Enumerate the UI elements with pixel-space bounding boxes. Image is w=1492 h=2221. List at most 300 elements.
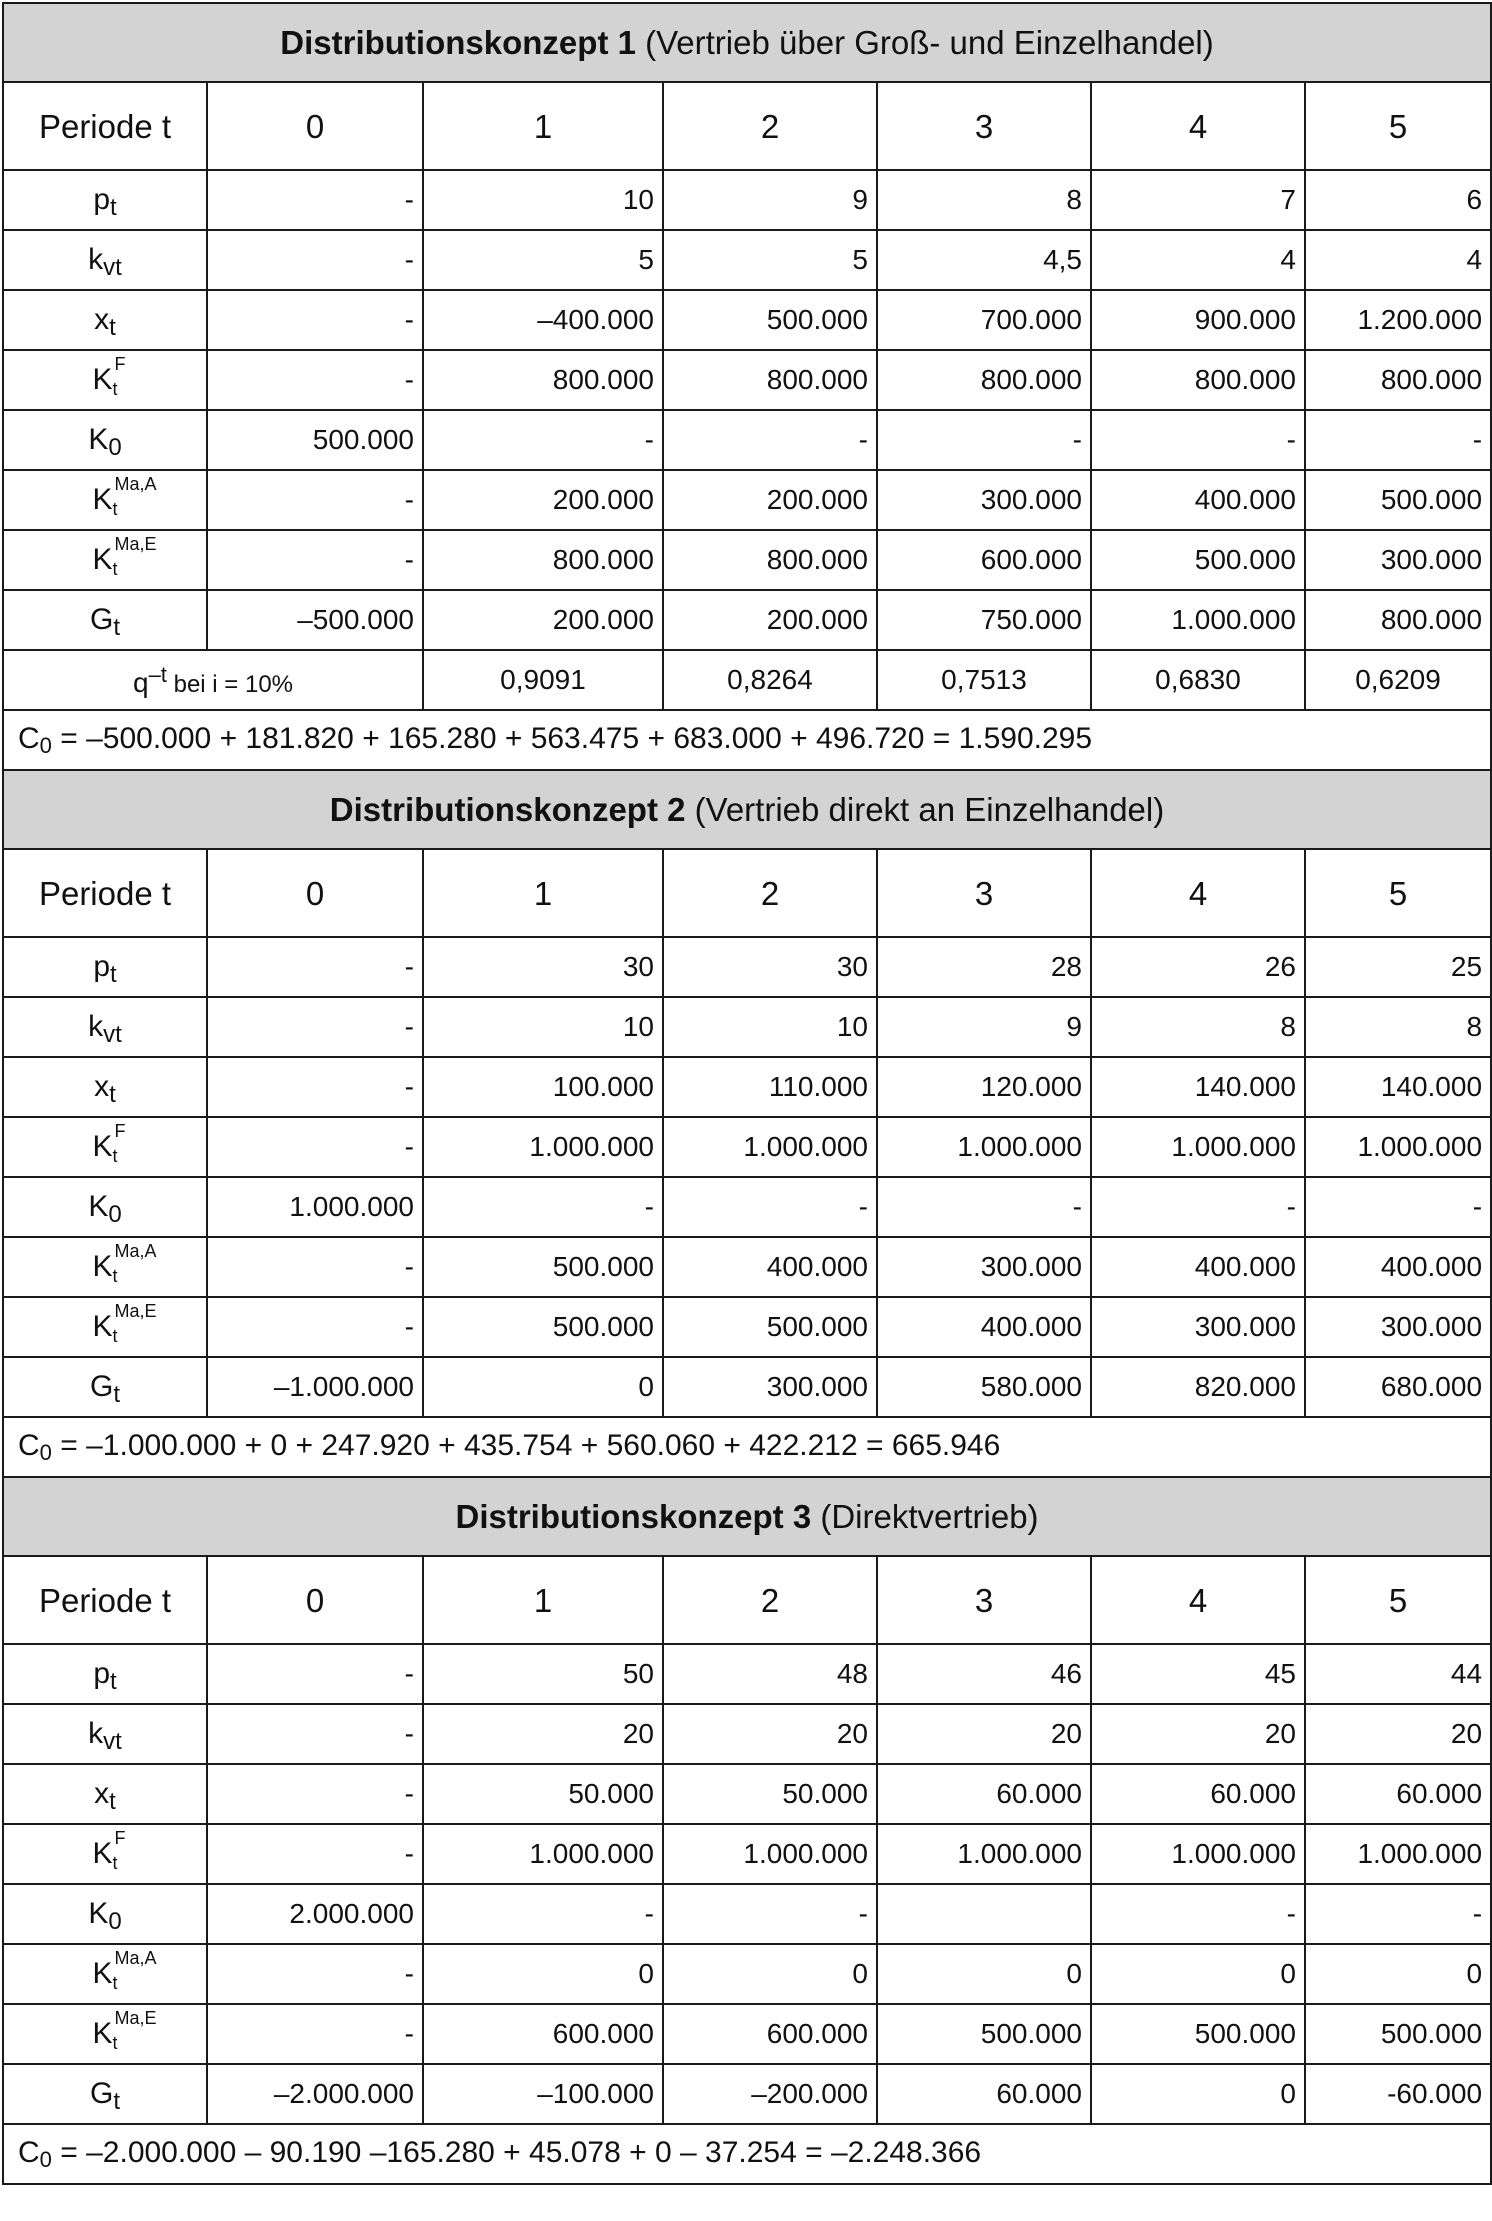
symbol-superscript: F [114,1828,126,1848]
row-label [3,1357,207,1417]
table-cell: 0 [423,1357,663,1417]
symbol-base: x [94,303,110,336]
symbol-subscript: t [112,1146,118,1166]
table-cell: 7 [1091,170,1305,230]
table-cell: 20 [423,1704,663,1764]
table-cell: 500.000 [1091,2004,1305,2064]
table-cell: - [207,1644,423,1704]
table-cell: 800.000 [663,350,877,410]
table-cell: 400.000 [1091,470,1305,530]
table-cell: - [663,410,877,470]
period-header: 5 [1305,849,1491,937]
q-symbol: q [132,666,149,698]
table-cell: - [207,1297,423,1357]
symbol-G [89,2077,120,2115]
table-cell: 1.000.000 [423,1824,663,1884]
symbol-KMaA [92,474,157,519]
table-cell: - [207,937,423,997]
symbol-subscript: t [109,314,116,341]
concept-title-row [3,3,1491,82]
symbol-p [93,183,117,221]
table-cell: - [663,1177,877,1237]
table-cell: 0 [423,1944,663,2004]
table-cell: 580.000 [877,1357,1091,1417]
concept-title-subtitle: (Vertrieb direkt an Einzelhandel) [685,791,1165,828]
symbol-base: K [88,423,109,456]
table-cell: 25 [1305,937,1491,997]
table-cell: 60.000 [877,2064,1091,2124]
table-cell: 300.000 [877,1237,1091,1297]
symbol-subscript: t [112,499,118,519]
table-cell: - [1091,410,1305,470]
table-cell: 10 [423,170,663,230]
table-cell: –200.000 [663,2064,877,2124]
table-cell: 26 [1091,937,1305,997]
row-label [3,1057,207,1117]
table-cell: - [207,170,423,230]
period-header-row [3,849,1491,937]
discount-factor-cell: 0,6830 [1091,650,1305,710]
capital-value-formula [3,710,1491,770]
table-cell: 300.000 [877,470,1091,530]
capital-value-formula [3,2124,1491,2184]
symbol-subscript: t [112,1853,118,1873]
table-cell: - [423,410,663,470]
table-cell: 20 [877,1704,1091,1764]
table-cell [877,1884,1091,1944]
period-header: 3 [877,1556,1091,1644]
table-cell: - [207,1704,423,1764]
symbol-KF [92,1828,126,1873]
table-cell: 60.000 [1305,1764,1491,1824]
row-G [3,2064,1491,2124]
table-cell: –100.000 [423,2064,663,2124]
table-cell: 200.000 [423,470,663,530]
table-cell: –2.000.000 [207,2064,423,2124]
symbol-base: k [88,1010,104,1043]
symbol-K0 [88,1897,122,1935]
table-cell: 1.000.000 [877,1117,1091,1177]
symbol-base: K [92,1250,113,1283]
discount-factor-cell: 0,8264 [663,650,877,710]
symbol-subscript: t [112,1326,118,1346]
table-cell: 1.000.000 [663,1824,877,1884]
row-label [3,1644,207,1704]
period-header: 1 [423,849,663,937]
row-label [3,1824,207,1884]
table-cell: 500.000 [663,1297,877,1357]
symbol-base: K [92,1957,113,1990]
discount-factor-label [3,650,423,710]
symbol-kv [88,1010,122,1048]
concept-title [3,770,1491,849]
table-cell: 50.000 [663,1764,877,1824]
symbol-subscript: t [113,2088,120,2115]
table-cell: - [207,1944,423,2004]
row-label [3,470,207,530]
symbol-base: G [89,2077,114,2110]
symbol-base: K [92,363,113,396]
row-label [3,1704,207,1764]
symbol-superscript: Ma,E [114,1301,157,1321]
row-kv [3,997,1491,1057]
formula-symbol: C [18,721,40,755]
symbol-base: K [88,1190,109,1223]
row-label [3,530,207,590]
concept-title-bold: Distributionskonzept 2 [329,791,686,828]
row-KF [3,1117,1491,1177]
symbol-G [89,603,120,641]
discount-factor-row [3,650,1491,710]
symbol-subscript: t [113,1381,120,1408]
table-cell: 400.000 [877,1297,1091,1357]
table-cell: - [207,230,423,290]
period-label: Periode t [3,1556,207,1644]
capital-value-row [3,710,1491,770]
table-cell: 30 [423,937,663,997]
table-cell: 500.000 [1091,530,1305,590]
row-KMaE [3,2004,1491,2064]
table-cell: 1.000.000 [663,1117,877,1177]
table-cell: - [1091,1884,1305,1944]
row-label [3,230,207,290]
table-cell: 45 [1091,1644,1305,1704]
period-header-row [3,1556,1491,1644]
formula-subscript: 0 [39,2146,52,2172]
table-cell: 300.000 [1305,530,1491,590]
row-kv [3,1704,1491,1764]
table-cell: 6 [1305,170,1491,230]
table-cell: 50 [423,1644,663,1704]
concept-title [3,3,1491,82]
table-cell: 50.000 [423,1764,663,1824]
discount-factor-cell: 0,9091 [423,650,663,710]
capital-value-row [3,2124,1491,2184]
table-cell: 4 [1091,230,1305,290]
concept-title-bold: Distributionskonzept 3 [455,1498,812,1535]
row-KMaE [3,530,1491,590]
table-cell: - [207,470,423,530]
symbol-subscript: vt [103,254,122,281]
table-cell: 750.000 [877,590,1091,650]
concept-title [3,1477,1491,1556]
concept-title-subtitle: (Direktvertrieb) [811,1498,1039,1535]
row-label [3,1944,207,2004]
row-x [3,290,1491,350]
capital-value-row [3,1417,1491,1477]
row-KF [3,350,1491,410]
table-cell: 400.000 [1305,1237,1491,1297]
period-header: 4 [1091,82,1305,170]
table-cell: 20 [1091,1704,1305,1764]
period-header: 5 [1305,1556,1491,1644]
table-cell: 300.000 [663,1357,877,1417]
symbol-subscript: t [112,1266,118,1286]
period-label: Periode t [3,82,207,170]
symbol-superscript: Ma,A [114,474,157,494]
table-cell: 60.000 [1091,1764,1305,1824]
symbol-KF [92,1121,126,1166]
table-cell: 8 [1091,997,1305,1057]
table-cell: -60.000 [1305,2064,1491,2124]
table-cell: - [877,410,1091,470]
symbol-kv [88,243,122,281]
distribution-concepts-sheet [2,2,1492,2185]
symbol-superscript: F [114,1121,126,1141]
formula-expression: = –1.000.000 + 0 + 247.920 + 435.754 + 560.060 + 422.212 = 665.946 [51,1428,1001,1462]
table-cell: - [1305,410,1491,470]
period-header-row [3,82,1491,170]
concept-title-row [3,1477,1491,1556]
row-p [3,937,1491,997]
table-cell: 10 [423,997,663,1057]
formula-symbol: C [18,1428,40,1462]
table-cell: 10 [663,997,877,1057]
symbol-subscript: 0 [108,434,122,461]
table-cell: 4 [1305,230,1491,290]
row-G [3,1357,1491,1417]
table-cell: - [207,1057,423,1117]
table-cell: - [1305,1177,1491,1237]
period-header: 2 [663,1556,877,1644]
table-cell: 500.000 [423,1237,663,1297]
symbol-superscript: F [114,354,126,374]
symbol-base: G [89,1370,114,1403]
row-K0 [3,1177,1491,1237]
period-header: 0 [207,1556,423,1644]
row-label [3,410,207,470]
period-header: 0 [207,82,423,170]
table-cell: - [1091,1177,1305,1237]
symbol-subscript: 0 [108,1908,122,1935]
table-cell: 200.000 [663,470,877,530]
concept-title-bold: Distributionskonzept 1 [280,24,636,61]
symbol-base: x [94,1777,110,1810]
table-cell: - [207,1237,423,1297]
table-cell: - [207,1824,423,1884]
row-label [3,1884,207,1944]
table-cell: 500.000 [877,2004,1091,2064]
table-cell: 1.000.000 [207,1177,423,1237]
row-label [3,1117,207,1177]
table-cell: 8 [877,170,1091,230]
symbol-base: K [92,1837,113,1870]
row-KMaA [3,1944,1491,2004]
symbol-base: K [92,1310,113,1343]
discount-factor-cell: 0,7513 [877,650,1091,710]
symbol-base: G [89,603,114,636]
symbol-x [94,1070,116,1108]
symbol-subscript: t [112,379,118,399]
row-KMaE [3,1297,1491,1357]
symbol-KMaA [92,1241,157,1286]
formula-subscript: 0 [39,1439,52,1465]
discount-factor-cell: 0,6209 [1305,650,1491,710]
table-cell: 200.000 [423,590,663,650]
symbol-base: p [93,950,110,983]
table-cell: 0 [877,1944,1091,2004]
symbol-x [94,303,116,341]
symbol-base: p [93,183,110,216]
table-cell: - [423,1884,663,1944]
table-cell: 600.000 [663,2004,877,2064]
table-cell: 200.000 [663,590,877,650]
row-KF [3,1824,1491,1884]
table-cell: 2.000.000 [207,1884,423,1944]
table-cell: 110.000 [663,1057,877,1117]
symbol-p [93,950,117,988]
symbol-base: x [94,1070,110,1103]
table-cell: 4,5 [877,230,1091,290]
period-header: 1 [423,1556,663,1644]
table-cell: 680.000 [1305,1357,1491,1417]
table-cell: 820.000 [1091,1357,1305,1417]
table-cell: - [207,350,423,410]
row-label [3,1297,207,1357]
table-cell: 48 [663,1644,877,1704]
row-label [3,1177,207,1237]
table-cell: 0 [663,1944,877,2004]
row-label [3,350,207,410]
symbol-subscript: t [110,1668,117,1695]
symbol-superscript: Ma,A [114,1948,157,1968]
row-K0 [3,410,1491,470]
table-cell: 28 [877,937,1091,997]
capital-value-formula [3,1417,1491,1477]
table-cell: 700.000 [877,290,1091,350]
table-cell: 30 [663,937,877,997]
table-cell: 1.000.000 [1091,590,1305,650]
table-cell: 60.000 [877,1764,1091,1824]
period-header: 3 [877,82,1091,170]
table-cell: 500.000 [663,290,877,350]
row-label [3,937,207,997]
period-header: 5 [1305,82,1491,170]
table-cell: 600.000 [877,530,1091,590]
table-cell: 500.000 [1305,470,1491,530]
table-cell: 20 [663,1704,877,1764]
period-header: 2 [663,849,877,937]
symbol-subscript: t [109,1081,116,1108]
symbol-KMaE [92,1301,157,1346]
table-cell: 9 [877,997,1091,1057]
row-G [3,590,1491,650]
table-cell: 1.000.000 [1305,1117,1491,1177]
symbol-K0 [88,1190,122,1228]
concept-title-row [3,770,1491,849]
table-cell: - [423,1177,663,1237]
symbol-subscript: t [112,1973,118,1993]
period-header: 4 [1091,849,1305,937]
table-cell: 800.000 [877,350,1091,410]
period-label: Periode t [3,849,207,937]
symbol-base: p [93,1657,110,1690]
table-cell: 1.000.000 [423,1117,663,1177]
table-cell: 0 [1091,1944,1305,2004]
symbol-subscript: t [110,961,117,988]
row-x [3,1764,1491,1824]
period-header: 4 [1091,1556,1305,1644]
symbol-subscript: t [112,2033,118,2053]
table-cell: 1.000.000 [1091,1824,1305,1884]
table-cell: –500.000 [207,590,423,650]
table-cell: 9 [663,170,877,230]
period-header: 0 [207,849,423,937]
table-cell: 5 [663,230,877,290]
formula-subscript: 0 [39,732,52,758]
symbol-KMaE [92,2008,157,2053]
symbol-subscript: 0 [108,1201,122,1228]
formula-expression: = –500.000 + 181.820 + 165.280 + 563.475 + 683.000 + 496.720 = 1.590.295 [51,721,1093,755]
symbol-kv [88,1717,122,1755]
table-cell: 300.000 [1305,1297,1491,1357]
symbol-KF [92,354,126,399]
symbol-subscript: t [110,194,117,221]
table-cell: 1.200.000 [1305,290,1491,350]
symbol-base: k [88,243,104,276]
table-cell: - [207,290,423,350]
symbol-subscript: vt [103,1021,122,1048]
row-KMaA [3,1237,1491,1297]
formula-expression: = –2.000.000 – 90.190 –165.280 + 45.078 + 0 – 37.254 = –2.248.366 [51,2135,982,2169]
row-label [3,2064,207,2124]
symbol-subscript: t [113,614,120,641]
row-label [3,290,207,350]
row-KMaA [3,470,1491,530]
table-cell: 0 [1305,1944,1491,2004]
table-cell: - [1305,1884,1491,1944]
row-K0 [3,1884,1491,1944]
q-interest-note: bei i = 10% [166,670,294,698]
symbol-base: K [92,543,113,576]
table-cell: 800.000 [423,530,663,590]
table-cell: 500.000 [1305,2004,1491,2064]
table-cell: 500.000 [423,1297,663,1357]
table-cell: 800.000 [1305,350,1491,410]
symbol-subscript: vt [103,1728,122,1755]
row-label [3,170,207,230]
table-cell: 140.000 [1305,1057,1491,1117]
table-cell: 800.000 [423,350,663,410]
symbol-subscript: t [109,1788,116,1815]
row-label [3,1237,207,1297]
formula-symbol: C [18,2135,40,2169]
symbol-subscript: t [112,559,118,579]
table-cell: 0 [1091,2064,1305,2124]
table-cell: - [207,2004,423,2064]
table-cell: - [877,1177,1091,1237]
table-cell: 140.000 [1091,1057,1305,1117]
table-cell: 800.000 [663,530,877,590]
symbol-K0 [88,423,122,461]
table-cell: 400.000 [663,1237,877,1297]
symbol-KMaA [92,1948,157,1993]
table-cell: 5 [423,230,663,290]
table-cell: 300.000 [1091,1297,1305,1357]
symbol-base: K [92,483,113,516]
period-header: 1 [423,82,663,170]
symbol-KMaE [92,534,157,579]
table-cell: - [663,1884,877,1944]
table-cell: 800.000 [1305,590,1491,650]
symbol-superscript: Ma,E [114,2008,157,2028]
symbol-base: k [88,1717,104,1750]
table-cell: - [207,997,423,1057]
row-p [3,170,1491,230]
row-label [3,997,207,1057]
row-p [3,1644,1491,1704]
table-cell: 900.000 [1091,290,1305,350]
